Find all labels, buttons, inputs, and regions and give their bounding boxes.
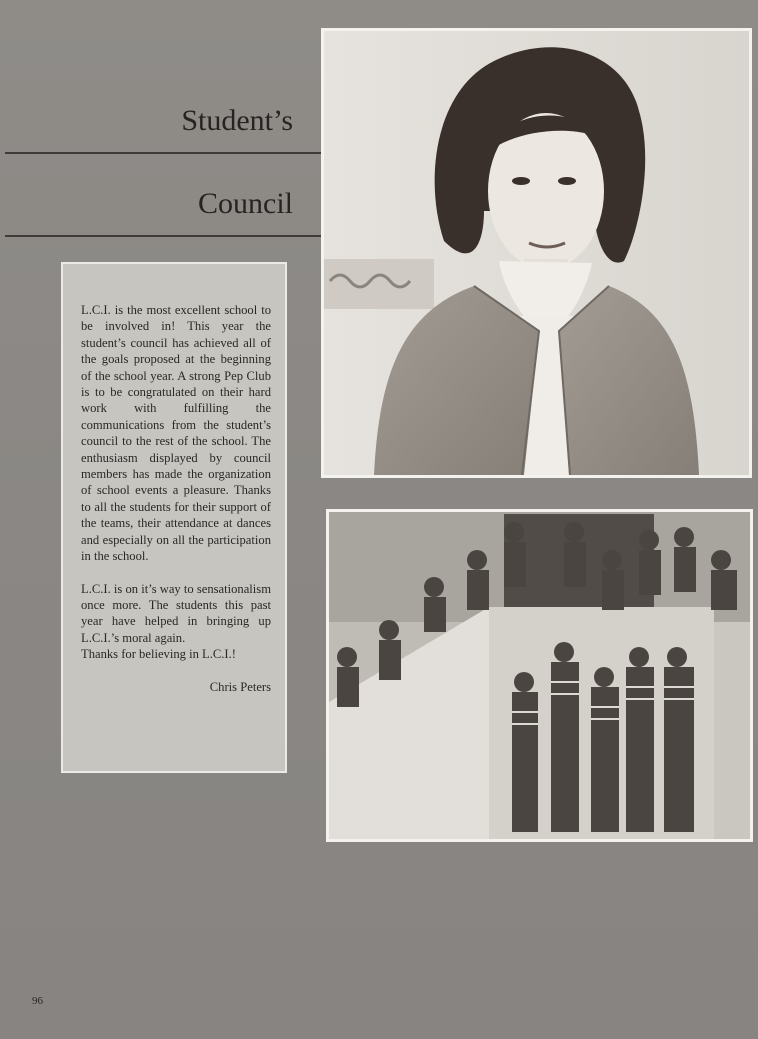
title-line-1: Student’s xyxy=(181,104,293,137)
portrait-photo xyxy=(321,28,752,478)
article-textbox xyxy=(61,262,287,773)
article-closing: Thanks for believing in L.C.I.! xyxy=(81,647,236,662)
group-photo xyxy=(326,509,753,842)
article-paragraph-2: L.C.I. is on it’s way to sensationalism once more. The students this past year have helped in bringing up L.C.I.’s moral again. xyxy=(81,581,271,645)
group-illustration xyxy=(329,512,750,839)
title-line-2: Council xyxy=(198,187,293,220)
divider-rule-top xyxy=(5,152,321,154)
divider-rule-bottom xyxy=(5,235,321,237)
page-number: 96 xyxy=(32,995,43,1007)
article-paragraph-1: L.C.I. is the most excellent school to be involved in! This year the student’s council has achieved all of the goals proposed at the beginning of the school year. A strong Pep Club is to be congratulated on their hard work with fulfilling the communications from the student’s council to the rest of the school. The enthusiasm displayed by council members has made the organization of school events a pleasure. Thanks to all the students for their support of the teams, their attendance at dances and especially on all the participation in the school. xyxy=(81,303,271,564)
article-signature: Chris Peters xyxy=(209,679,271,694)
portrait-illustration xyxy=(324,31,749,475)
